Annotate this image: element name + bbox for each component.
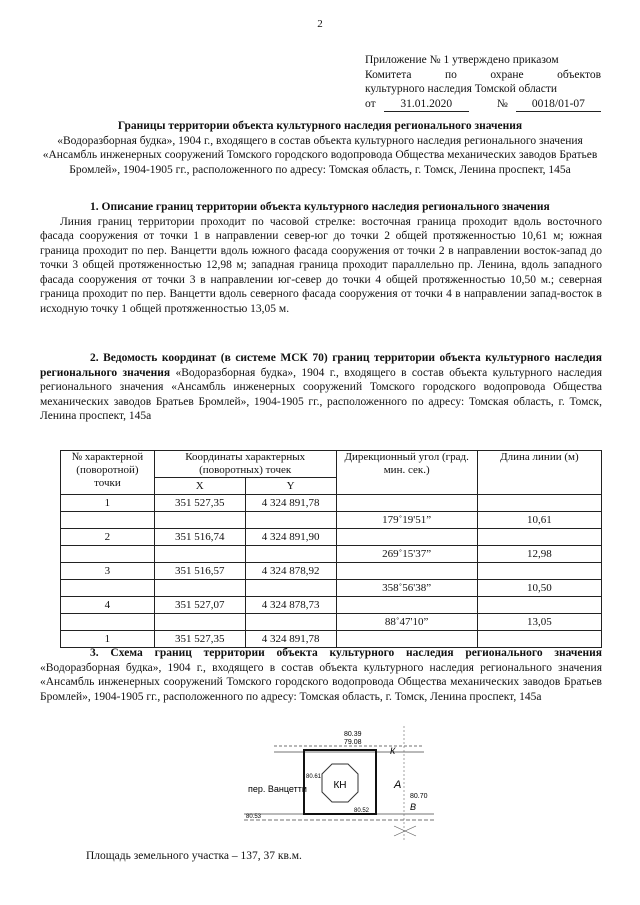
elevation-label: 80.39 <box>344 731 362 738</box>
empty-cell <box>336 529 477 546</box>
empty-cell <box>477 529 601 546</box>
table-row <box>61 580 602 597</box>
section-1 <box>40 200 602 316</box>
table-row <box>61 614 602 631</box>
point-y: 4 324 891,78 <box>245 631 336 648</box>
approval-line-2: Комитета по охране объектов <box>365 68 601 81</box>
approval-date-row <box>365 97 601 113</box>
segment-angle: 269˚15'37” <box>336 546 477 563</box>
segment-length: 10,61 <box>477 512 601 529</box>
approval-date: 31.01.2020 <box>384 97 469 113</box>
empty-cell <box>336 495 477 512</box>
header-y: Y <box>245 478 336 495</box>
empty-cell <box>245 512 336 529</box>
segment-angle: 179˚19'51” <box>336 512 477 529</box>
point-y: 4 324 891,78 <box>245 495 336 512</box>
header-point: № характерной (поворотной) точки <box>61 451 155 495</box>
segment-length: 12,98 <box>477 546 601 563</box>
section-1-heading: 1. Описание границ территории объекта культурного наследия регионального значения <box>90 201 550 213</box>
empty-cell <box>336 597 477 614</box>
empty-cell <box>477 631 601 648</box>
approval-number: 0018/01-07 <box>516 97 601 113</box>
header-x: X <box>154 478 245 495</box>
title-bold: Границы территории объекта культурного наследия регионального значения <box>117 120 523 132</box>
elevation-label: 80.70 <box>410 793 428 800</box>
title-rest: «Водоразборная будка», 1904 г., входящего в состав объекта культурного наследия регионального значения «Ансамбль инженерных сооружений Томского городского водопровода Общества механических заводов Братьев Бромлей», 1904-1905 гг., расположенного по адресу: Томская область, г. Томск, Ленина проспект, 145а <box>42 134 598 176</box>
empty-cell <box>154 546 245 563</box>
segment-length: 10,50 <box>477 580 601 597</box>
section-3 <box>40 646 602 704</box>
header-length: Длина линии (м) <box>477 451 601 495</box>
empty-cell <box>61 546 155 563</box>
table-row <box>61 597 602 614</box>
header-coords: Координаты характерных (поворотных) точек <box>154 451 336 478</box>
boundary-scheme-diagram <box>244 726 434 842</box>
elevation-label: 79.08 <box>344 739 362 746</box>
elevation-label: 80.52 <box>354 808 370 814</box>
empty-cell <box>477 597 601 614</box>
empty-cell <box>61 512 155 529</box>
point-y: 4 324 878,92 <box>245 563 336 580</box>
empty-cell <box>245 546 336 563</box>
empty-cell <box>61 580 155 597</box>
segment-angle: 358˚56'38” <box>336 580 477 597</box>
number-prefix: № <box>496 97 508 110</box>
table-row <box>61 563 602 580</box>
point-x: 351 516,57 <box>154 563 245 580</box>
date-prefix: от <box>365 97 376 110</box>
table-row <box>61 512 602 529</box>
street-label: пер. Ванцетти <box>248 784 307 794</box>
table-row <box>61 529 602 546</box>
letter-k: К <box>390 746 396 756</box>
elevation-label: 80.53 <box>246 814 262 820</box>
letter-b: В <box>410 802 417 812</box>
document-title <box>40 119 600 177</box>
table-row <box>61 495 602 512</box>
section-2 <box>40 351 602 424</box>
elevation-label: 80.61 <box>306 774 322 780</box>
empty-cell <box>336 563 477 580</box>
point-x: 351 527,35 <box>154 495 245 512</box>
point-number: 3 <box>61 563 155 580</box>
empty-cell <box>154 580 245 597</box>
empty-cell <box>245 580 336 597</box>
approval-line-1: Приложение № 1 утверждено приказом <box>365 54 559 66</box>
section-1-text: Линия границ территории проходит по часовой стрелке: восточная граница проходит вдоль восточного фасада сооружения от точки 1 в направлении север-юг до точки 2 общей протяженностью 10,61 м; южная граница проходит по пер. Ванцетти вдоль южного фасада сооружения от точки 2 в направлении восток-запад до точки 3 общей протяженностью 12,98 м; западная граница проходит параллельно пр. Ленина, вдоль западного фасада сооружения от точки 3 в направлении юг-север до точки 4 общей протяженностью 10,50 м.; северная граница проходит по пер. Ванцетти вдоль северного фасада сооружения от точки 4 в направлении запад-восток в исходную точку 1 общей протяженностью 13,05 м. <box>40 215 602 315</box>
section-3-text: «Водоразборная будка», 1904 г., входящего в состав объекта культурного наследия регионального значения «Ансамбль инженерных сооружений Томского городского водопровода Общества механических заводов Братьев Бромлей», 1904-1905 гг., расположенного по адресу: Томская область, г. Томск, Ленина проспект, 145а <box>40 661 602 703</box>
point-number: 1 <box>61 495 155 512</box>
point-number: 1 <box>61 631 155 648</box>
approval-line-3: культурного наследия Томской области <box>365 83 558 95</box>
section-2-text: «Водоразборная будка», 1904 г., входящего в состав объекта культурного наследия регионального значения «Ансамбль инженерных сооружений Томского городского водопровода Общества механических заводов Братьев Бромлей», 1904-1905 гг., расположенного по адресу: Томская область, г. Томск, Ленина проспект, 145а <box>40 366 603 422</box>
empty-cell <box>245 614 336 631</box>
point-x: 351 527,07 <box>154 597 245 614</box>
empty-cell <box>61 614 155 631</box>
letter-a: А <box>394 779 402 791</box>
empty-cell <box>336 631 477 648</box>
approval-stamp <box>365 53 601 112</box>
point-x: 351 516,74 <box>154 529 245 546</box>
point-y: 4 324 891,90 <box>245 529 336 546</box>
table-row <box>61 546 602 563</box>
point-number: 2 <box>61 529 155 546</box>
segment-angle: 88˚47'10” <box>336 614 477 631</box>
point-x: 351 527,35 <box>154 631 245 648</box>
building-label: КН <box>333 780 347 791</box>
point-y: 4 324 878,73 <box>245 597 336 614</box>
section-3-heading: 3. Схема границ территории объекта культурного наследия регионального значения <box>90 647 602 659</box>
empty-cell <box>154 512 245 529</box>
table-row <box>61 631 602 648</box>
empty-cell <box>477 563 601 580</box>
page-number: 2 <box>317 18 323 30</box>
segment-length: 13,05 <box>477 614 601 631</box>
coordinates-table <box>60 450 602 648</box>
section-2-heading: 2. Ведомость координат (в системе МСК 70) границ территории объекта культурного наследия регионального значения <box>40 352 602 379</box>
area-text: Площадь земельного участка – 137, 37 кв.м. <box>86 850 302 862</box>
empty-cell <box>477 495 601 512</box>
empty-cell <box>154 614 245 631</box>
header-angle: Дирекционный угол (град. мин. сек.) <box>336 451 477 495</box>
point-number: 4 <box>61 597 155 614</box>
